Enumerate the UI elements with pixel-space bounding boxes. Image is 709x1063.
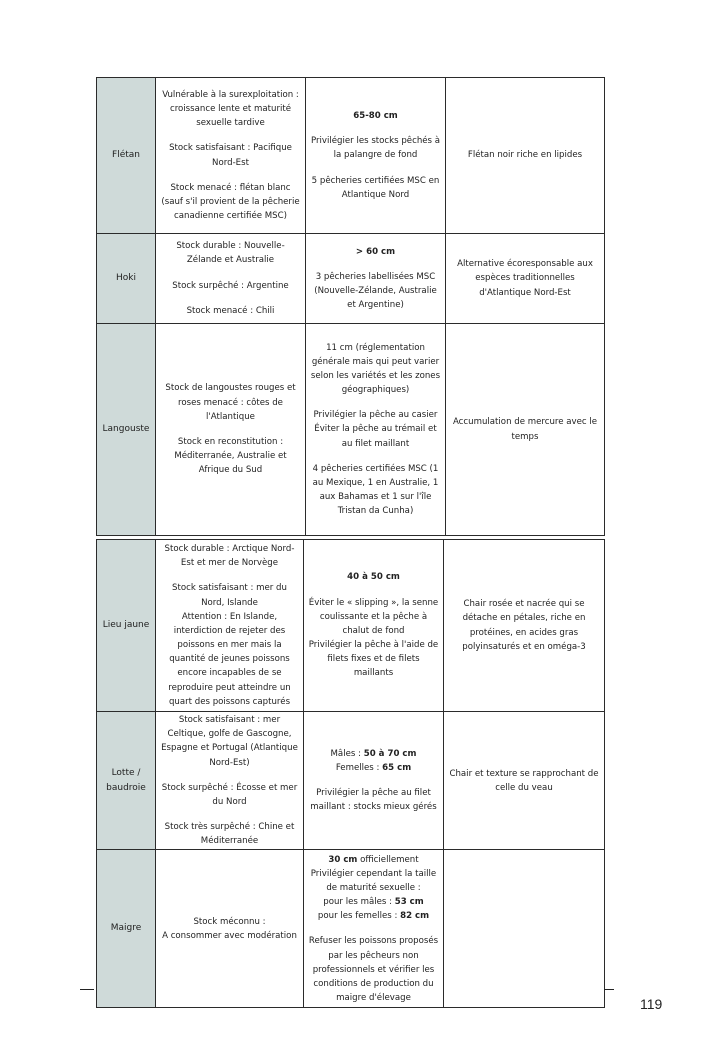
stock-text: Stock durable : Arctique Nord-Est et mer de Norvège (164, 544, 295, 569)
remark-cell (444, 850, 605, 1008)
species-name: Hoki (97, 234, 156, 324)
size-text: 65-80 cm (353, 111, 398, 122)
fishing-cell (304, 850, 444, 1008)
upper-table (96, 77, 605, 536)
stock-cell (156, 324, 306, 536)
fishing-text: Privilégier les stocks pêchés à la palangre de fond (310, 136, 441, 161)
stock-text: Stock satisfaisant : Pacifique Nord-Est (169, 143, 292, 168)
table-row (97, 712, 605, 850)
stock-text: Stock en reconstitution : Méditerranée, Australie et Afrique du Sud (174, 437, 287, 476)
table-row (97, 78, 605, 234)
fishing-text: Éviter le « slipping », la senne coulissante et la pêche à chalut de fond Privilégier la pêche à l'aide de filets fixes et de filets maillants (308, 597, 439, 679)
stock-text: Stock surpêché : Argentine (172, 280, 289, 291)
species-name: Lieu jaune (97, 540, 156, 712)
size-text: 40 à 50 cm (347, 572, 400, 583)
table-row (97, 324, 605, 536)
species-name: Maigre (97, 850, 156, 1008)
stock-cell (156, 78, 306, 234)
fishing-cell (304, 540, 444, 712)
official-size: 30 cm officiellement (328, 854, 419, 865)
stock-text: Stock de langoustes rouges et roses menacé : côtes de l'Atlantique (165, 383, 296, 422)
remark-cell: Alternative écoresponsable aux espèces traditionnelles d'Atlantique Nord-Est (446, 234, 605, 324)
remark-cell: Chair et texture se rapprochant de celle du veau (444, 712, 605, 850)
size-line-males: Mâles : 50 à 70 cm (330, 748, 417, 759)
table-row (97, 540, 605, 712)
species-name: Flétan (97, 78, 156, 234)
remark-cell: Accumulation de mercure avec le temps (446, 324, 605, 536)
maturity-text: Privilégier cependant la taille de maturité sexuelle : (310, 868, 437, 893)
fishing-text: 3 pêcheries labellisées MSC (Nouvelle-Zélande, Australie et Argentine) (314, 271, 437, 311)
size-line-females: Femelles : 65 cm (335, 763, 412, 774)
stock-text: Stock surpêché : Écosse et mer du Nord (161, 782, 298, 807)
stock-cell (156, 712, 304, 850)
fishing-cell (306, 234, 446, 324)
fishing-text: 5 pêcheries certifiées MSC en Atlantique Nord (311, 175, 440, 200)
stock-text: Stock menacé : flétan blanc (sauf s'il provient de la pêcherie canadienne certifiée MSC) (161, 182, 300, 222)
bottom-rule-right (604, 989, 614, 990)
fishing-cell (304, 712, 444, 850)
stock-cell (156, 850, 304, 1008)
table-row (97, 850, 605, 1008)
remark-cell: Flétan noir riche en lipides (446, 78, 605, 234)
species-name: Langouste (97, 324, 156, 536)
stock-text: Stock menacé : Chili (186, 305, 275, 316)
remark-cell: Chair rosée et nacrée qui se détache en pétales, riche en protéines, en acides gras polyinsaturés et en oméga-3 (444, 540, 605, 712)
page-number: 119 (640, 996, 663, 1012)
stock-text: Vulnérable à la surexploitation : croissance lente et maturité sexuelle tardive (162, 89, 299, 129)
stock-text: Stock très surpêché : Chine et Méditerranée (164, 822, 295, 847)
fishing-text: 4 pêcheries certifiées MSC (1 au Mexique, 1 en Australie, 1 aux Bahamas et 1 sur l'île Tristan da Cunha) (312, 463, 439, 517)
stock-text: Stock satisfaisant : mer Celtique, golfe de Gascogne, Espagne et Portugal (Atlantique Nord-Est) (161, 715, 298, 768)
size-text: 11 cm (réglementation générale mais qui peut varier selon les variétés et les zones géographiques) (310, 342, 441, 396)
stock-text: Stock satisfaisant : mer du Nord, Islande Attention : En Islande, interdiction de rejeter des poissons en mer mais la quantité de jeunes poissons encore incapables de se reproduire peut atteindre un quart des poissons capturés (168, 583, 291, 707)
size-line-females: pour les femelles : 82 cm (317, 911, 430, 922)
stock-text: Stock méconnu : A consommer avec modération (162, 916, 297, 941)
stock-text: Stock durable : Nouvelle-Zélande et Australie (176, 241, 285, 266)
bottom-rule-left (80, 989, 94, 990)
size-line-males: pour les mâles : 53 cm (323, 897, 424, 908)
fishing-text: Refuser les poissons proposés par les pêcheurs non professionnels et vérifier les conditions de production du maigre d'élevage (308, 936, 439, 1004)
stock-cell (156, 540, 304, 712)
size-text: > 60 cm (355, 246, 396, 257)
fishing-text: Privilégier la pêche au casier Éviter la pêche au trémail et au filet maillant (313, 410, 438, 449)
fishing-cell (306, 324, 446, 536)
stock-cell (156, 234, 306, 324)
lower-table (96, 539, 605, 1008)
table-row (97, 234, 605, 324)
fishing-cell (306, 78, 446, 234)
fishing-text: Privilégier la pêche au filet maillant : stocks mieux gérés (310, 788, 437, 813)
species-name: Lotte / baudroie (97, 712, 156, 850)
